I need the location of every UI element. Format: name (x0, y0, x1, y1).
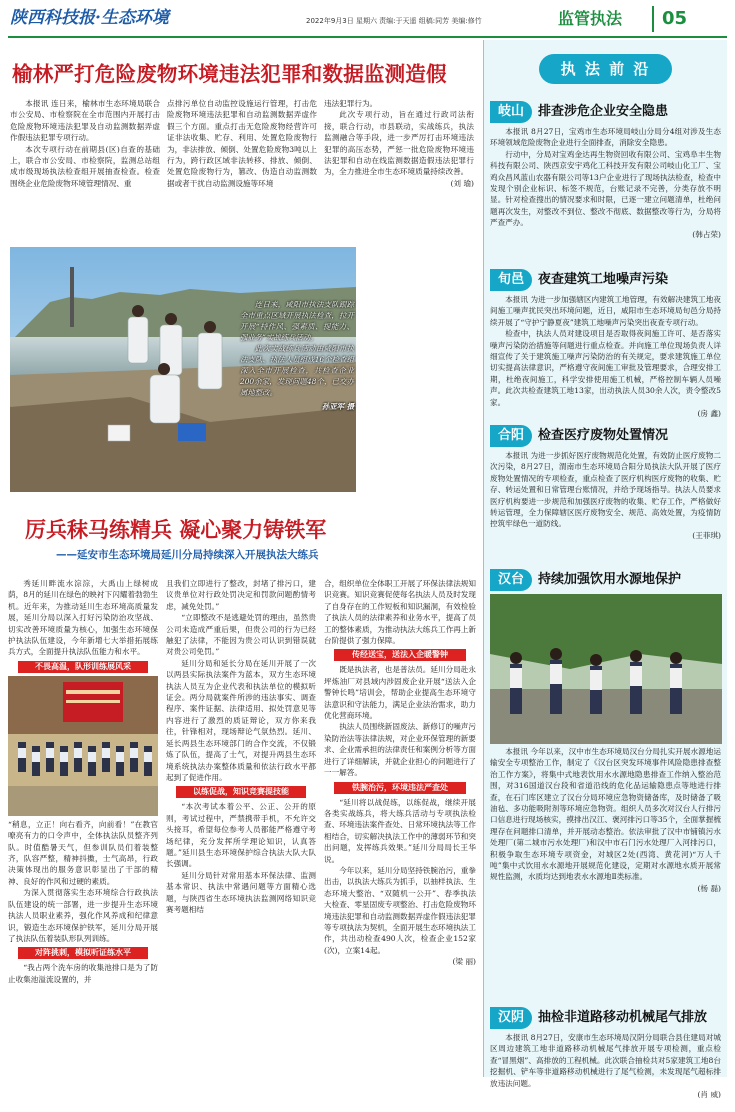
news-title-xunyi: 夜查建筑工地噪声污染 (538, 272, 669, 288)
hantai-photo (490, 594, 721, 744)
feature-subhead: ——延安市生态环境局延川分局持续深入开展执法大练兵 (56, 549, 319, 561)
feature-quiz-2: 延川分局针对常用基本环保法律、监测基本常识、执法中常遇问题等方面精心选题，与陕西省生态环境执法监测网络知识竞赛考题相结 (166, 870, 316, 914)
page-number: 05 (652, 6, 712, 32)
lead-para-2: 本次专项行动在前期县(区)自查的基础上，联合市公安局、市检察院，监测总站组成市级现场执法检查组开展抽查检查。检查围绕企业危险废物环境管理情况、重 (10, 144, 160, 188)
news-header-qishan (490, 100, 721, 124)
news-para: 本报讯 为进一步加强辖区内建筑工地管理，有效解决建筑工地夜间施工噪声扰民突出环境问题，近日，咸阳市生态环境局旬邑分局持续开展了“守护宁静夏夜”建筑工地噪声污染突出夜查专项行动。 (490, 295, 721, 327)
masthead (0, 0, 735, 40)
feature-drill-body: “稍息，立正！向右看齐，向前看！”在教官嘹亮有力的口令声中，全体执法队员整齐列队。时值酷暑天气，但参训队员们着装整齐，队容严整，精神抖擞，士气高昂，行政决策体现出的服务意识彰显出了干部的精神、良好的作风和过硬的素质。 (8, 819, 158, 886)
news-para: 行动中，分局对宝鸡金达再生物资回收有限公司、宝鸡阜丰生物科技有限公司、陕西京安宇鸡化工科技开发有限公司岐山化工厂、宝鸡众昌风蓝山农器有限公司等13户企业进行了现场执法检查，检查中发现个别企业标识、标签不规范，台账记录不完善，分类存放不明显。针对检查搜出的情况要求和时限，已逐一建立问题清单，杜绝问题再次发生，对整改不到位、整改不彻底、数据整改等行为，分局将严查严办。 (490, 149, 721, 228)
news-body-qishan (490, 126, 721, 266)
subhead-outreach: 传经送宝，送法入企暖警钟 (334, 649, 466, 661)
photo-caption (240, 299, 354, 412)
news-author: (房 鑫) (697, 409, 721, 419)
subhead-drill: 不畏高温，队形训练展风采 (18, 661, 148, 673)
news-body-hantai (490, 746, 721, 1004)
news-body-hanyin (490, 1032, 721, 1112)
feature-drill-body-2: 为深入贯彻落实生态环境综合行政执法队伍建设的统一部署，进一步提升生态环境执法人员职业素养，强化作风养成和纪律意识，锻造生态环境保护铁军，延川分局开展了执法队伍着装队形队列训练。 (8, 888, 158, 943)
news-para: 检查中，执法人员对建设项目是否取得夜间施工许可、是否落实噪声污染防治措施等问题进行重点检查。并向施工单位现场负责人详细宣传了关于建筑施工噪声污染防治的有关规定，要求建筑施工单位切实提高法律意识，严格遵守夜间施工审批及管理要求，合理安排工期，杜绝夜间施工，科学安排使用施工机械，严格控制车辆人员噪声。此次共检查建筑工地13家，出动执法人员30余人次，责令整改5家。 (490, 329, 721, 407)
news-title-heyang: 检查医疗废物处置情况 (538, 428, 669, 444)
right-column (483, 40, 727, 1100)
lead-column-2 (167, 98, 317, 248)
news-author: (王菲琪) (692, 530, 721, 540)
lead-para-4: 违法犯罪行为。 (324, 99, 378, 108)
masthead-rule (8, 36, 727, 38)
lead-column-3 (324, 98, 474, 248)
feature-headline: 厉兵秣马练精兵 凝心聚力铸铁军 (25, 517, 327, 542)
feature-outreach-2: 执法人员围绕新固废法、新修订的噪声污染防治法等法律法规，对企业环保管理的新要求、企业需承担的法律责任和案例分析等方面进行了详细解读，并就企业担心的问题进行了一一解答。 (324, 722, 476, 778)
news-title-hanyin: 抽检非道路移动机械尾气排放 (538, 1010, 708, 1026)
feature-outreach-1: 既是执法者，也是普法员。延川分局赴永坪炼油厂对县域内涉固废企业开展“送法入企 警钟长鸣”培训会，帮助企业提高生态环境守法意识和守法能力，满足企业法治需求，助力优化营商环境。 (324, 665, 476, 721)
lead-para-1: 本报讯 连日来，榆林市生态环境局联合市公安局、市检察院在全市范围内开展打击危险废物环境违法犯罪及自动监测数据弄虚作假违法犯罪专项行动。 (10, 99, 160, 143)
feature-hearing-2: “立即整改不是逃避处罚的理由，虽然贵公司未造成严重后果，但贵公司的行为已经触犯了法律，不能因为贵公司认识到错误就对贵公司免罚。” (166, 613, 316, 657)
news-header-hanyin (490, 1006, 721, 1030)
feature-hearing-3: 延川分局和延长分局在延川开展了一次以两县实际执法案件为蓝本，双方生态环境执法人员互为企业代表和执法单位的模拟听证会。两分局就案件所涉的违法事实、调查程序、案件证据、法律适用、拟处罚意见等内容进行了激烈的质证辩论，双方你来我往，针锋相对，现场辩论气氛热烈。延川、延长两县生态环境部门的合作交流，不仅锻炼了队伍，提高了士气，对提升两县生态环境系统执法办案整体质量和依法行政水平都起到了促进作用。 (166, 658, 316, 782)
news-tag-heyang: 合阳 (490, 425, 532, 447)
feature-column-1 (8, 578, 158, 1068)
lead-para-5: 此次专项行动，旨在通过行政司法衔接，联合行动，市县联动，实战练兵，执法监测融合等手段，进一步严厉打击环境违法犯罪的高压态势，严惩一批危险废物环境违法犯罪和自动在线监测数据造假违法犯罪行为，全力推进全市生态环境质量持续改善。 (324, 110, 474, 177)
news-para: 本报讯 8月27日，安康市生态环境局汉阴分局联合县住建局对城区周边建筑工地非道路移动机械尾气排放开展专项检测，重点检查“冒黑烟”、高排放的工程机械。此次联合抽检共对5家建筑工地8台挖掘机、铲车等非道路移动机械进行了尾气检测，未发现尾气超标排放违法问题。 (490, 1033, 721, 1088)
drill-photo (8, 676, 158, 816)
subhead-quiz: 以练促战，知识竞赛提技能 (176, 786, 306, 798)
lead-para-3: 点排污单位自动监控设施运行管理，打击危险废物环境违法犯罪和自动监测数据弄虚作假三个方面。重点打击无危险废物经营许可证非法收集、贮存、利用、处置危险废物行为，非法排放、倾倒、处置危险废物3吨以上行为，跨行政区域非法转移、排放、倾倒、处置危险废物行为，篡改、伪造自动监测数据或者干扰自动监测设施等环境 (167, 99, 317, 188)
feature-column-2 (166, 578, 316, 1068)
feature-hearing-1: 且我们立即进行了整改，封堵了排污口，建议贵单位对行政处罚决定和罚款问题酌情考虑，减免处罚。” (166, 579, 316, 611)
news-header-xunyi (490, 268, 721, 292)
news-body-heyang (490, 450, 721, 566)
news-title-hantai: 持续加强饮用水源地保护 (538, 572, 682, 588)
news-tag-hantai: 汉台 (490, 569, 532, 591)
news-para: 本报讯 8月27日，宝鸡市生态环境局岐山分局分4组对涉及生态环境领域危险废物企业进行全面排查，消除安全隐患。 (490, 127, 721, 148)
feature-enforcement-2: 今年以来，延川分局坚持铁腕治污，重拳出击，以执法大练兵为抓手，以抽样执法、生态环境大整治、“双随机一公开”、春季执法大检查、零星固废专项整治、打击危险废物环境违法犯罪和自动监测数据弄虚作假违法犯罪等专项执法为契机，全面开展生态环境执法工作，共出动检查490人次，检查企业152家(次)，立案14起。 (324, 865, 476, 955)
news-tag-hanyin: 汉阴 (490, 1007, 532, 1029)
news-tag-xunyi: 旬邑 (490, 269, 532, 291)
photo-caption-line-1: 连日来，咸阳市执法支队跟踪全市重点区域开展执法检查，拉开开展“持作风、强素质、提能力、强业务”实战练兵活动。 (240, 300, 354, 342)
section-title: 监管执法 (557, 9, 622, 28)
paper-name: 陕西科技报·生态环境 (10, 8, 169, 28)
news-header-heyang (490, 424, 721, 448)
news-author: (肖 威) (697, 1090, 721, 1100)
right-banner-title: 执 法 前 沿 (539, 54, 673, 84)
date-line: 2022年9月3日 星期六 责编:于天遥 组稿:同芳 美编:修竹 (306, 17, 482, 25)
feature-hearing-quote: “我占两个洗车房的收集池排口是为了防止收集池溢流设置的，并 (8, 963, 158, 984)
lead-photo (10, 247, 356, 492)
feature-quiz-3: 合，组织单位全体职工开展了环保法律法规知识竞赛。知识竞赛促使每名执法人员及时发现了自身存在的工作短板和知识漏洞，有效检验了执法人员的法律素养和业务水平，提高了员工的整体素质，为推动执法大练兵工作再上新台阶提供了强力保障。 (324, 579, 476, 646)
right-banner (490, 40, 721, 98)
feature-quiz-1: “本次考试本着公平、公正、公开的原则，考试过程中，严禁携带手机，不允许交头接耳，希望每位参考人员都能严格遵守考场纪律，充分发挥所学理论知识，认真答题。”延川县生态环境保护综合执法大队大队长强调。 (166, 802, 316, 869)
photo-caption-line-2: 此次实战练兵活动由咸阳市执法支队、执法人员组成16个检查组深入全市开展检查，共检查企业200余家，发现问题48个，已交办属地整改。 (240, 344, 354, 397)
lead-column-1 (10, 98, 160, 248)
news-title-qishan: 排查涉危企业安全隐患 (538, 104, 669, 120)
photo-credit: 孙亚军 摄 (321, 402, 354, 411)
news-author: (杨 磊) (697, 883, 721, 893)
team-drill-image (8, 676, 158, 816)
lead-headline: 榆林严打危险废物环境违法犯罪和数据监测造假 (12, 62, 447, 86)
feature-enforcement-1: “延川将以战促练，以练促战，继续开展各类实战练兵，将大练兵活动与专项执法检查、环境违法案件查处、日常环境执法等工作相结合，切实解决执法工作中的薄弱环节和突出问题，发挥练兵效果。”延川分局局长王华说。 (324, 797, 476, 864)
news-body-xunyi (490, 294, 721, 422)
news-author: (韩占荣) (692, 229, 721, 239)
feature-column-3 (324, 578, 476, 1072)
reservoir-inspection-image (490, 594, 722, 744)
feature-author: (梁 丽) (452, 957, 476, 967)
news-header-hantai (490, 568, 721, 592)
subhead-enforcement: 铁腕治污，环境违法严查处 (334, 782, 466, 794)
news-para: 本报讯 为进一步抓好医疗废物规范化处置，有效防止医疗废物二次污染，8月27日，渭南市生态环境局合阳分局执法大队开展了医疗废物处置情况的专项检查，重点检查了医疗机构医疗废物的收集、贮存、转运处置和日常管理台账情况，并给予现场指导。执法人员要求医疗机构要进一步规范和加强医疗废物的收集、贮存工作，严格做好转运管理，全力保障辖区医疗废物安全、规范、高效处置，为疫情防控筑牢绿色一道防线。 (490, 451, 721, 529)
news-para: 本报讯 今年以来，汉中市生态环境局汉台分局扎实开展水源地运输安全专项整治工作，制定了《汉台区突发环境事件风险隐患排查整治工作方案》，将集中式地表饮用水水源地隐患排查工作纳入整治范围，对316国道汉台段和省道沿线的危化品运输隐患点等地进行排查，在石门库区建立了汉台分局环境应急物资储备库，及时储备了吸油毡、多功能吸附剂等环境应急物资。组织人员多次对汉台人行排污口信息进行现场核实，摸排出汉江、褒河排污口等35个，全面掌握梳理存在问题排口清单，并开展动态整治。依法审批了汉中市铺镇污水处理厂(第二城市污水处理厂)和汉中市石门污水处理厂入河排污口，积极争取生态环境专项资金，对城区2处(西湾、黄花河)“万人千吨”集中式饮用水水源地开展规范化建设，定期对水源地水质开展常规性监测，水质均达到地表水水源地Ⅱ类标准。 (490, 747, 721, 882)
news-tag-qishan: 岐山 (490, 101, 532, 123)
feature-intro: 秀延川畔流水淙淙，大禹山上绿树成荫，8月的延川在绿色的映衬下闪耀着勃勃生机。近年来，为推动延川生态环境高质量发展，延川分局以深入打好污染防治攻坚战、切实改善环境质量为核心，加强生态环境保护执法队伍建设，今年新增七大举措拓展练兵方式，全面提升执法队伍能力和水平。 (8, 579, 158, 657)
lead-author: (刘 瑜) (450, 178, 474, 188)
subhead-hearing: 对阵挑刺，模拟听证练水平 (18, 947, 148, 959)
